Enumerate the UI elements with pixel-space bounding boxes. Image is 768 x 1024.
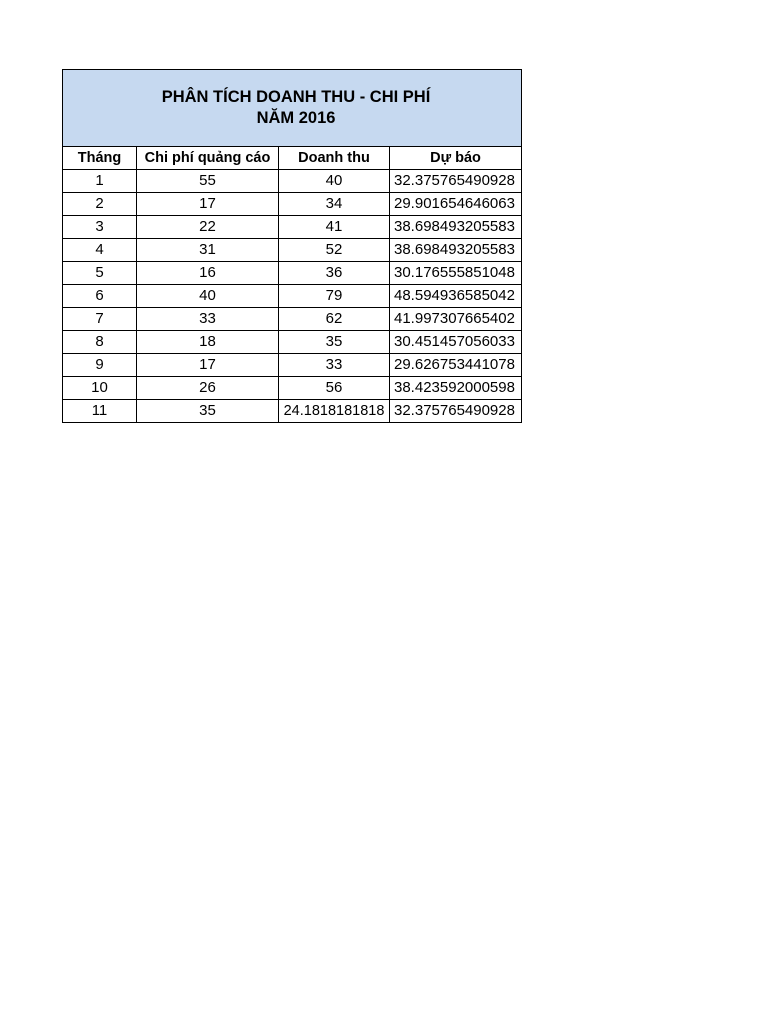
cell-forecast[interactable]: 32.375765490928 [390, 170, 522, 193]
table-row [63, 308, 522, 331]
cell-ad-cost[interactable]: 33 [137, 308, 279, 331]
table-title-line-2: NĂM 2016 [256, 109, 336, 127]
cell-forecast[interactable]: 38.423592000598 [390, 377, 522, 400]
cell-month[interactable]: 10 [63, 377, 137, 400]
cell-forecast[interactable]: 29.626753441078 [390, 354, 522, 377]
table-row [63, 262, 522, 285]
cell-ad-cost[interactable]: 26 [137, 377, 279, 400]
cell-ad-cost[interactable]: 31 [137, 239, 279, 262]
cell-ad-cost[interactable]: 22 [137, 216, 279, 239]
table-title-cell[interactable] [63, 70, 522, 147]
cell-month[interactable]: 7 [63, 308, 137, 331]
header-month[interactable]: Tháng [63, 147, 137, 170]
cell-forecast[interactable]: 38.698493205583 [390, 216, 522, 239]
cell-forecast[interactable]: 29.901654646063 [390, 193, 522, 216]
table-row [63, 331, 522, 354]
cell-ad-cost[interactable]: 40 [137, 285, 279, 308]
cell-revenue[interactable]: 36 [279, 262, 390, 285]
header-row [63, 147, 522, 170]
header-forecast[interactable]: Dự báo [390, 147, 522, 170]
cell-forecast[interactable]: 32.375765490928 [390, 400, 522, 423]
cell-ad-cost[interactable]: 18 [137, 331, 279, 354]
cell-revenue[interactable]: 52 [279, 239, 390, 262]
table-row [63, 400, 522, 423]
cell-forecast[interactable]: 48.594936585042 [390, 285, 522, 308]
cell-ad-cost[interactable]: 17 [137, 354, 279, 377]
cell-month[interactable]: 8 [63, 331, 137, 354]
cell-revenue[interactable]: 62 [279, 308, 390, 331]
cell-month[interactable]: 1 [63, 170, 137, 193]
cell-ad-cost[interactable]: 16 [137, 262, 279, 285]
cell-revenue[interactable]: 56 [279, 377, 390, 400]
cell-month[interactable]: 2 [63, 193, 137, 216]
table-row [63, 193, 522, 216]
table-row [63, 239, 522, 262]
revenue-cost-table [62, 69, 522, 423]
cell-month[interactable]: 3 [63, 216, 137, 239]
table-title-line-1: PHÂN TÍCH DOANH THU - CHI PHÍ [161, 88, 431, 106]
spreadsheet-area [62, 69, 522, 423]
cell-forecast[interactable]: 30.176555851048 [390, 262, 522, 285]
cell-month[interactable]: 11 [63, 400, 137, 423]
cell-revenue[interactable]: 24.1818181818 [279, 400, 390, 423]
cell-month[interactable]: 6 [63, 285, 137, 308]
cell-revenue[interactable]: 41 [279, 216, 390, 239]
cell-forecast[interactable]: 38.698493205583 [390, 239, 522, 262]
title-row [63, 70, 522, 147]
cell-ad-cost[interactable]: 17 [137, 193, 279, 216]
table-row [63, 377, 522, 400]
header-ad-cost[interactable]: Chi phí quảng cáo [137, 147, 279, 170]
cell-ad-cost[interactable]: 55 [137, 170, 279, 193]
table-row [63, 170, 522, 193]
cell-month[interactable]: 5 [63, 262, 137, 285]
cell-month[interactable]: 4 [63, 239, 137, 262]
cell-revenue[interactable]: 40 [279, 170, 390, 193]
table-row [63, 354, 522, 377]
cell-forecast[interactable]: 30.451457056033 [390, 331, 522, 354]
cell-ad-cost[interactable]: 35 [137, 400, 279, 423]
header-revenue[interactable]: Doanh thu [279, 147, 390, 170]
cell-forecast[interactable]: 41.997307665402 [390, 308, 522, 331]
cell-revenue[interactable]: 35 [279, 331, 390, 354]
cell-revenue[interactable]: 33 [279, 354, 390, 377]
cell-revenue[interactable]: 34 [279, 193, 390, 216]
cell-revenue[interactable]: 79 [279, 285, 390, 308]
table-row [63, 285, 522, 308]
table-row [63, 216, 522, 239]
cell-month[interactable]: 9 [63, 354, 137, 377]
